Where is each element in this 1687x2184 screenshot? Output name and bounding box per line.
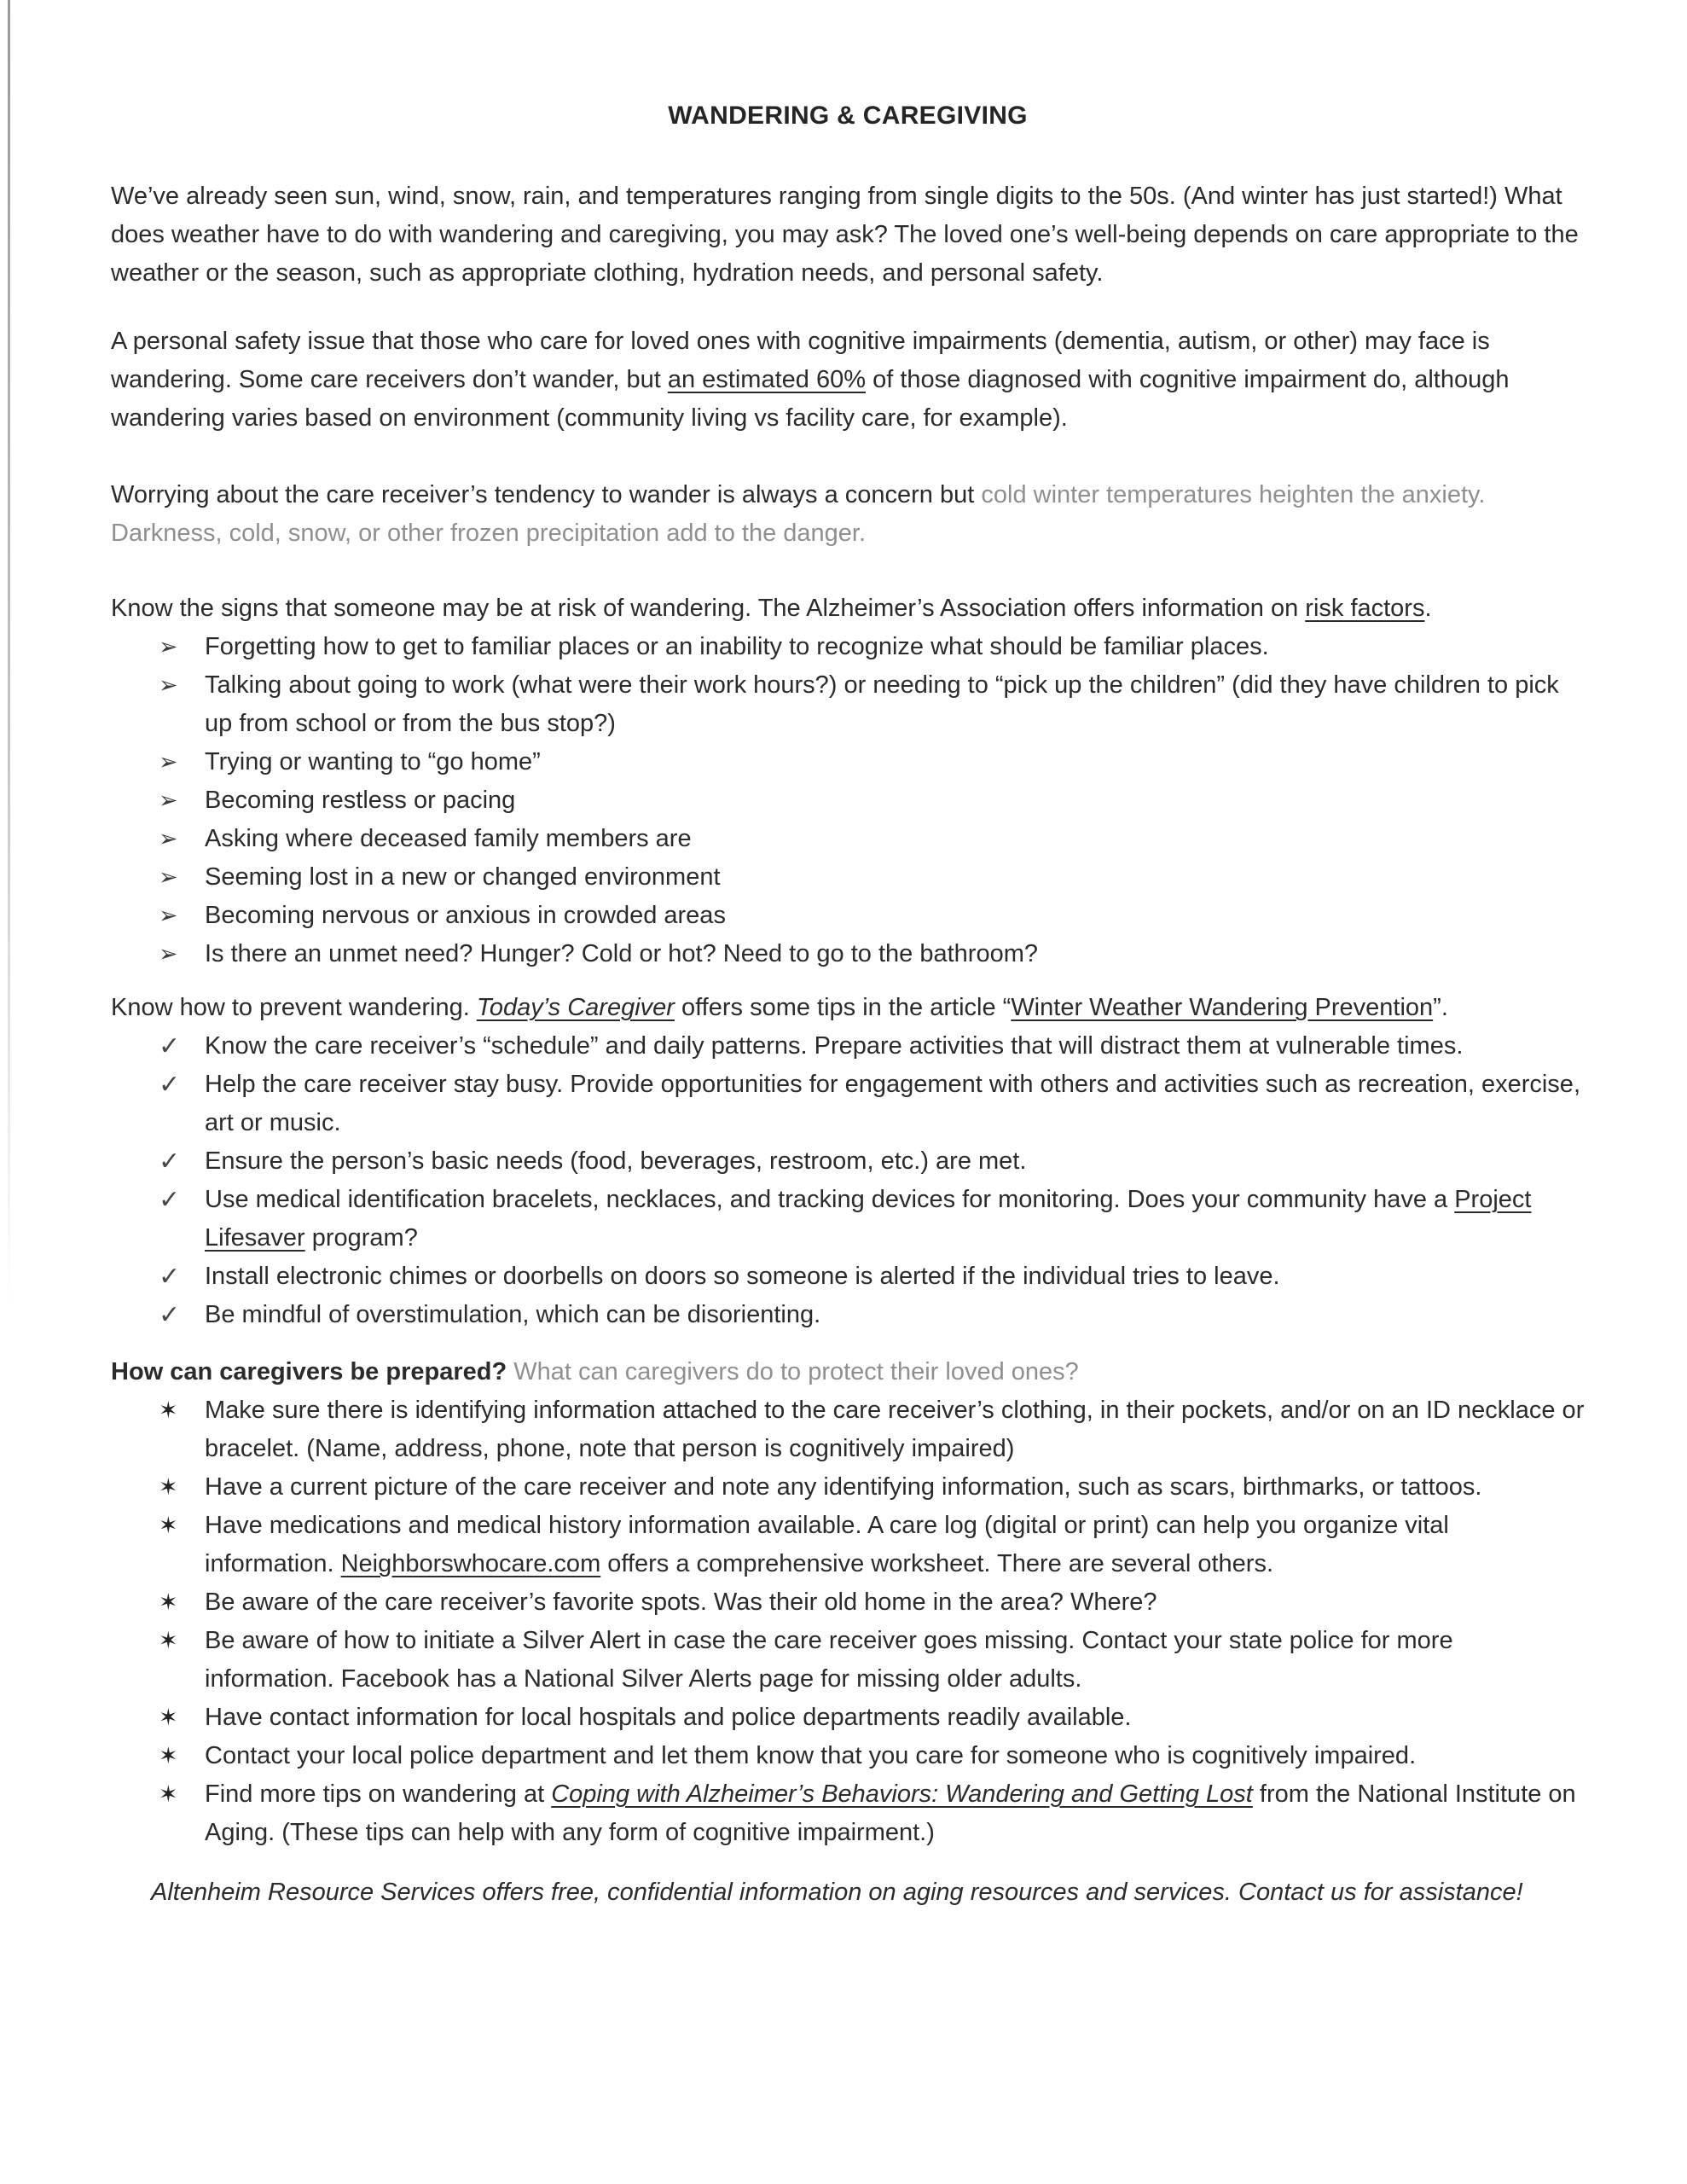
list-item-text bbox=[205, 1780, 1576, 1846]
preparedness-item bbox=[111, 1507, 1585, 1583]
list-item-text: Becoming nervous or anxious in crowded areas bbox=[205, 902, 726, 929]
star-bullet-icon: ✶ bbox=[159, 1705, 178, 1730]
list-item-text bbox=[205, 1512, 1449, 1577]
paragraph-know-signs bbox=[111, 590, 1585, 628]
star-bullet-icon: ✶ bbox=[159, 1589, 178, 1615]
arrow-bullet-icon: ➢ bbox=[159, 903, 178, 928]
list-item-text: Talking about going to work (what were their work hours?) or needing to “pick up the children” (did they have children to pick up from school or from the bus stop?) bbox=[205, 671, 1559, 737]
check-icon: ✓ bbox=[159, 1071, 181, 1099]
text-segment: What can caregivers do to protect their loved ones? bbox=[513, 1358, 1079, 1385]
risk-sign-item bbox=[111, 781, 1585, 820]
link-project-lifesaver[interactable]: Project Lifesaver bbox=[205, 1186, 1532, 1252]
text-segment: ”. bbox=[1433, 994, 1448, 1021]
list-item-text: Forgetting how to get to familiar places or an inability to recognize what should be familiar places. bbox=[205, 633, 1269, 660]
check-icon: ✓ bbox=[159, 1263, 181, 1291]
prevention-tip-item bbox=[111, 1142, 1585, 1181]
text-segment: Altenheim Resource Services offers free, confidential information on aging resources and services. Contact us for assistance! bbox=[151, 1879, 1523, 1906]
star-bullet-icon: ✶ bbox=[159, 1743, 178, 1769]
text-segment: Know the signs that someone may be at risk of wandering. The Alzheimer’s Association offers information on bbox=[111, 595, 1306, 622]
scan-edge-artifact bbox=[8, 0, 10, 1305]
link-coping-article[interactable]: Coping with Alzheimer’s Behaviors: Wandering and Getting Lost bbox=[551, 1780, 1253, 1808]
prevention-tip-item bbox=[111, 1181, 1585, 1258]
risk-sign-item bbox=[111, 935, 1585, 973]
text-segment: Have medications and medical history information available. A care log (digital or print) can help you organize vital information. bbox=[205, 1512, 1449, 1577]
list-item-text: Know the care receiver’s “schedule” and daily patterns. Prepare activities that will distract them at vulnerable times. bbox=[205, 1032, 1464, 1060]
list-item-text: Make sure there is identifying information attached to the care receiver’s clothing, in their pockets, and/or on an ID necklace or bracelet. (Name, address, phone, note that person is cognitively impaired) bbox=[205, 1397, 1585, 1462]
text-segment: program? bbox=[304, 1224, 418, 1252]
paragraph-caregivers-prepared bbox=[111, 1353, 1585, 1391]
star-bullet-icon: ✶ bbox=[159, 1781, 178, 1807]
risk-sign-item bbox=[111, 628, 1585, 666]
prevention-tip-item bbox=[111, 1027, 1585, 1066]
text-segment: of those diagnosed with cognitive impairment do, although wandering varies based on environment (community living vs facility care, for example). bbox=[111, 366, 1510, 432]
paragraph-worrying bbox=[111, 476, 1585, 553]
risk-sign-item bbox=[111, 820, 1585, 858]
arrow-bullet-icon: ➢ bbox=[159, 826, 178, 851]
list-item-text: Have a current picture of the care receiver and note any identifying information, such as scars, birthmarks, or tattoos. bbox=[205, 1473, 1482, 1501]
text-segment: . bbox=[1424, 595, 1432, 622]
risk-sign-item bbox=[111, 897, 1585, 935]
preparedness-item bbox=[111, 1622, 1585, 1699]
preparedness-item bbox=[111, 1468, 1585, 1507]
list-item-text: Be aware of the care receiver’s favorite spots. Was their old home in the area? Where? bbox=[205, 1589, 1157, 1616]
preparedness-item bbox=[111, 1775, 1585, 1852]
paragraph-prevent-wandering bbox=[111, 989, 1585, 1027]
link-estimated-60[interactable]: an estimated 60% bbox=[667, 366, 867, 393]
list-item-text: Ensure the person’s basic needs (food, beverages, restroom, etc.) are met. bbox=[205, 1147, 1027, 1175]
text-segment: A personal safety issue that those who care for loved ones with cognitive impairments (dementia, autism, or other) may face is wandering. Some care receivers don’t wander, but bbox=[111, 328, 1490, 393]
arrow-bullet-icon: ➢ bbox=[159, 864, 178, 890]
paragraph-intro-weather bbox=[111, 177, 1585, 293]
preparedness-item bbox=[111, 1391, 1585, 1468]
link-winter-weather-article[interactable]: Winter Weather Wandering Prevention bbox=[1011, 994, 1434, 1021]
arrow-bullet-icon: ➢ bbox=[159, 672, 178, 698]
prevention-tip-item bbox=[111, 1066, 1585, 1142]
list-item-text: Seeming lost in a new or changed environment bbox=[205, 863, 721, 891]
risk-sign-item bbox=[111, 858, 1585, 897]
text-segment: We’ve already seen sun, wind, snow, rain, and temperatures ranging from single digits to the 50s. (And winter has just started!) What does weather have to do with wandering and caregiving, you may ask? The loved one’s well-being depends on care appropriate to the weather or the season, such as appropriate clothing, hydration needs, and personal safety. bbox=[111, 183, 1579, 287]
text-segment: Know how to prevent wandering. bbox=[111, 994, 477, 1021]
list-item-text: Trying or wanting to “go home” bbox=[205, 748, 541, 775]
star-bullet-icon: ✶ bbox=[159, 1628, 178, 1653]
star-bullet-icon: ✶ bbox=[159, 1474, 178, 1500]
check-icon: ✓ bbox=[159, 1301, 181, 1329]
text-segment: Worrying about the care receiver’s tendency to wander is always a concern but bbox=[111, 481, 982, 508]
risk-sign-item bbox=[111, 743, 1585, 781]
link-todays-caregiver[interactable]: Today’s Caregiver bbox=[476, 994, 675, 1021]
list-item-text: Install electronic chimes or doorbells on doors so someone is alerted if the individual tries to leave. bbox=[205, 1263, 1280, 1290]
footer-note bbox=[111, 1873, 1585, 1912]
text-segment: Use medical identification bracelets, necklaces, and tracking devices for monitoring. Does your community have a bbox=[205, 1186, 1455, 1213]
arrow-bullet-icon: ➢ bbox=[159, 749, 178, 775]
prevention-tips-list bbox=[111, 1027, 1585, 1334]
list-item-text: Asking where deceased family members are bbox=[205, 825, 692, 852]
star-bullet-icon: ✶ bbox=[159, 1397, 178, 1423]
arrow-bullet-icon: ➢ bbox=[159, 787, 178, 813]
prevention-tip-item bbox=[111, 1296, 1585, 1334]
list-item-text: Have contact information for local hospitals and police departments readily available. bbox=[205, 1704, 1132, 1731]
text-segment: How can caregivers be prepared? bbox=[111, 1358, 514, 1385]
list-item-text: Contact your local police department and let them know that you care for someone who is cognitively impaired. bbox=[205, 1742, 1417, 1769]
preparedness-item bbox=[111, 1737, 1585, 1775]
link-neighborswhocare[interactable]: Neighborswhocare.com bbox=[340, 1550, 601, 1577]
text-segment: cold winter temperatures heighten the anxiety. Darkness, cold, snow, or other frozen precipitation add to the danger. bbox=[111, 481, 1486, 547]
text-segment: from the National Institute on Aging. (These tips can help with any form of cognitive impairment.) bbox=[205, 1780, 1576, 1846]
check-icon: ✓ bbox=[159, 1147, 181, 1176]
list-item-text: Is there an unmet need? Hunger? Cold or hot? Need to go to the bathroom? bbox=[205, 940, 1038, 967]
paragraph-personal-safety bbox=[111, 322, 1585, 438]
text-segment: offers some tips in the article “ bbox=[674, 994, 1012, 1021]
list-item-text: Becoming restless or pacing bbox=[205, 787, 516, 814]
list-item-text bbox=[205, 1186, 1531, 1252]
risk-sign-item bbox=[111, 666, 1585, 743]
check-icon: ✓ bbox=[159, 1032, 181, 1060]
prevention-tip-item bbox=[111, 1258, 1585, 1296]
arrow-bullet-icon: ➢ bbox=[159, 634, 178, 659]
check-icon: ✓ bbox=[159, 1186, 181, 1214]
preparedness-item bbox=[111, 1583, 1585, 1622]
risk-signs-list bbox=[111, 628, 1585, 973]
list-item-text: Help the care receiver stay busy. Provide opportunities for engagement with others and activities such as recreation, exercise, art or music. bbox=[205, 1071, 1580, 1136]
star-bullet-icon: ✶ bbox=[159, 1513, 178, 1538]
text-segment: offers a comprehensive worksheet. There are several others. bbox=[600, 1550, 1273, 1577]
text-segment: Find more tips on wandering at bbox=[205, 1780, 552, 1808]
list-item-text: Be aware of how to initiate a Silver Alert in case the care receiver goes missing. Contact your state police for more information. Facebook has a National Silver Alerts page for missing older adults. bbox=[205, 1627, 1453, 1693]
preparedness-item bbox=[111, 1699, 1585, 1737]
list-item-text: Be mindful of overstimulation, which can be disorienting. bbox=[205, 1301, 821, 1328]
link-risk-factors[interactable]: risk factors bbox=[1305, 595, 1425, 622]
page-title: WANDERING & CAREGIVING bbox=[668, 102, 1028, 130]
arrow-bullet-icon: ➢ bbox=[159, 941, 178, 967]
preparedness-list bbox=[111, 1391, 1585, 1852]
